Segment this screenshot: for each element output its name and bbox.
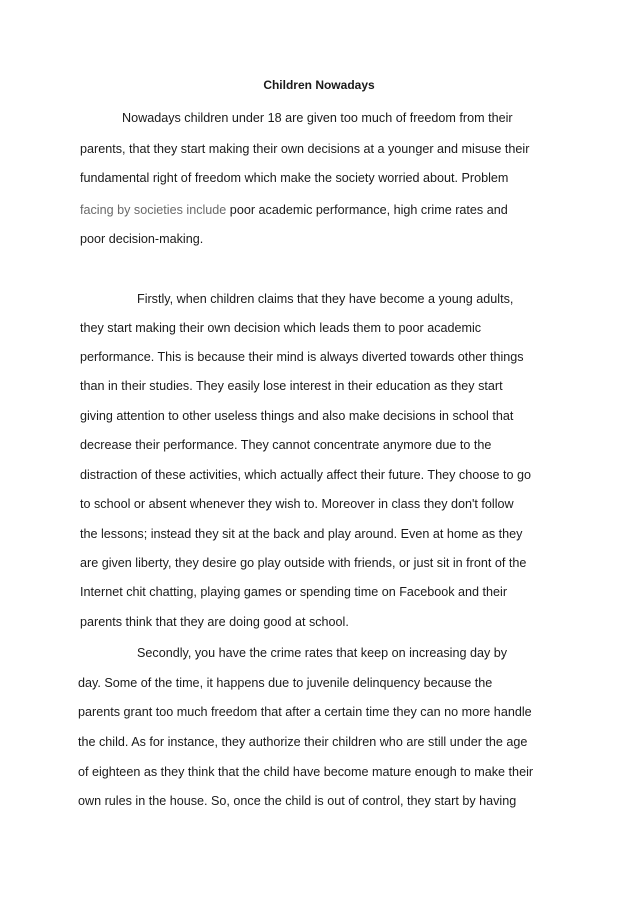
paragraph-3-line-5: of eighteen as they think that the child have become mature enough to make their [78, 765, 534, 779]
paragraph-1-line-4 [80, 202, 508, 218]
paragraph-2-line-10: are given liberty, they desire go play outside with friends, or just sit in front of the [80, 556, 527, 570]
paragraph-3-line-4: the child. As for instance, they authorize their children who are still under the age [78, 735, 528, 749]
paragraph-2-line-11: Internet chit chatting, playing games or spending time on Facebook and their [80, 585, 508, 599]
paragraph-2-line-12: parents think that they are doing good at school. [80, 615, 349, 629]
document-title: Children Nowadays [263, 78, 375, 92]
paragraph-2-line-5: giving attention to other useless things and also make decisions in school that [80, 409, 514, 423]
paragraph-2-line-8: to school or absent whenever they wish to. Moreover in class they don't follow [80, 497, 514, 511]
paragraph-3-line-6: own rules in the house. So, once the child is out of control, they start by having [78, 794, 517, 808]
paragraph-2-line-1: Firstly, when children claims that they have become a young adults, [137, 292, 514, 306]
paragraph-1-line-1: Nowadays children under 18 are given too much of freedom from their [122, 111, 513, 125]
paragraph-1-line-4-muted: facing by societies include [80, 203, 227, 217]
paragraph-1-line-3: fundamental right of freedom which make the society worried about. Problem [80, 171, 509, 185]
paragraph-3-line-2: day. Some of the time, it happens due to juvenile delinquency because the [78, 676, 493, 690]
paragraph-1-line-4-rest: poor academic performance, high crime rates and [226, 203, 508, 217]
paragraph-1-line-5: poor decision-making. [80, 232, 204, 246]
paragraph-2-line-6: decrease their performance. They cannot concentrate anymore due to the [80, 438, 492, 452]
paragraph-2-line-9: the lessons; instead they sit at the back and play around. Even at home as they [80, 527, 523, 541]
paragraph-3-line-3: parents grant too much freedom that after a certain time they can no more handle [78, 705, 532, 719]
paragraph-3-line-1: Secondly, you have the crime rates that keep on increasing day by [137, 646, 508, 660]
paragraph-2-line-4: than in their studies. They easily lose interest in their education as they start [80, 379, 503, 393]
paragraph-1-line-2: parents, that they start making their own decisions at a younger and misuse their [80, 142, 530, 156]
paragraph-2-line-3: performance. This is because their mind is always diverted towards other things [80, 350, 524, 364]
paragraph-2-line-2: they start making their own decision which leads them to poor academic [80, 321, 482, 335]
paragraph-2-line-7: distraction of these activities, which actually affect their future. They choose to go [80, 468, 532, 482]
